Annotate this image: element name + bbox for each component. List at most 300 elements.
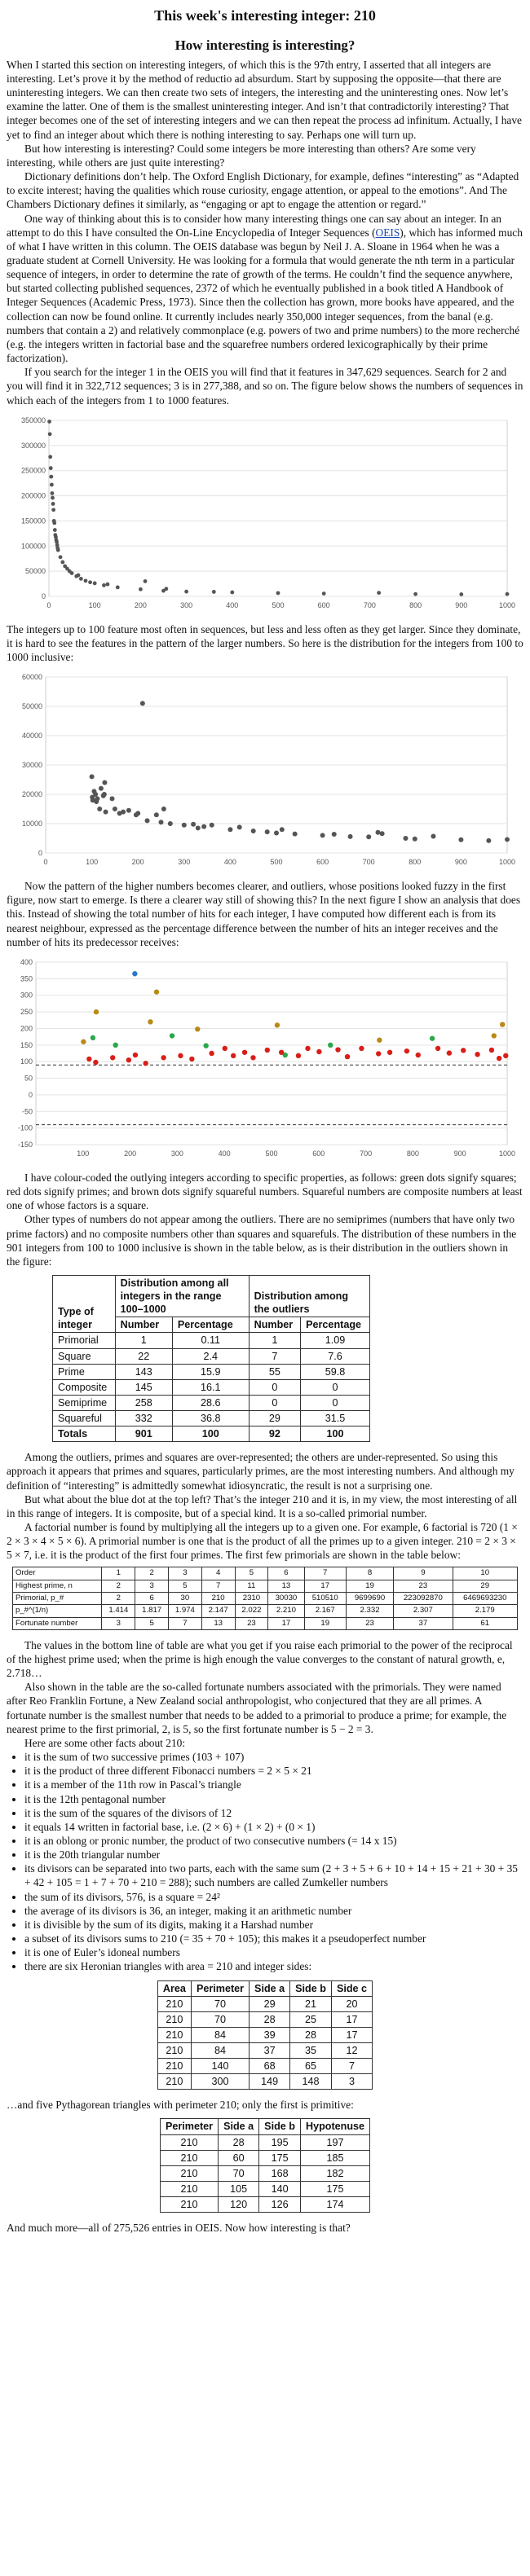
table-cell: 210 <box>157 2011 191 2027</box>
table-cell: 23 <box>346 1617 393 1629</box>
x-tick-label: 500 <box>270 858 283 867</box>
table-cell: 4 <box>201 1567 235 1580</box>
table-header: Perimeter <box>191 1980 249 1996</box>
table-cell: 29 <box>250 1996 290 2011</box>
data-point <box>139 587 143 591</box>
table-cell: 23 <box>235 1617 268 1629</box>
table-row <box>13 1580 518 1592</box>
x-tick-label: 1000 <box>498 858 515 867</box>
fact-item: • its divisors can be separated into two parts, each with the same sum (2 + 3 + 5 + 6 + 10 + 14 + 15 + 21 + 30 + 35 + 42 + 105 = 1 + 7 + 70 + 210 = 288); such numbers are called Zumkeller numbers <box>24 1862 523 1889</box>
data-point-prime <box>376 1051 381 1056</box>
data-point <box>79 577 83 581</box>
table-cell: 2.179 <box>453 1605 517 1617</box>
data-point <box>201 824 206 829</box>
table-cell: 13 <box>201 1617 235 1629</box>
table-cell: 3 <box>135 1580 169 1592</box>
table-cell: 6 <box>268 1567 304 1580</box>
data-point <box>168 821 173 826</box>
table-row <box>157 1996 372 2011</box>
data-point <box>140 701 145 706</box>
table-cell: 100 <box>301 1426 370 1442</box>
table-cell: 2.022 <box>235 1605 268 1617</box>
data-point-prime <box>489 1048 494 1053</box>
table-cell: 70 <box>191 2011 249 2027</box>
data-point-squareful <box>154 989 159 994</box>
table-header: Number <box>249 1317 301 1333</box>
y-tick-label: 250 <box>20 1008 33 1017</box>
table-cell: 5 <box>235 1567 268 1580</box>
table-cell: 17 <box>331 2011 372 2027</box>
table-cell: 3 <box>169 1567 202 1580</box>
x-tick-label: 900 <box>454 858 467 867</box>
table-cell: 2.307 <box>394 1605 453 1617</box>
x-tick-label: 700 <box>360 1149 373 1158</box>
data-point <box>110 797 115 802</box>
table-cell: 13 <box>268 1580 304 1592</box>
fact-item: • it is the 20th triangular number <box>24 1848 523 1862</box>
table-row <box>53 1348 370 1364</box>
x-tick-label: 700 <box>363 600 376 609</box>
data-point <box>506 592 510 596</box>
table-cell: 210 <box>160 2197 218 2213</box>
data-point <box>60 560 64 564</box>
data-point <box>486 838 491 843</box>
table-cell: 2 <box>102 1593 135 1605</box>
table-cell: 37 <box>250 2043 290 2059</box>
data-point <box>88 580 92 584</box>
table-cell: 0.11 <box>172 1333 249 1348</box>
table-cell: 84 <box>191 2027 249 2042</box>
data-point-prime <box>296 1053 301 1058</box>
table-row <box>160 2197 369 2213</box>
x-tick-label: 800 <box>409 858 422 867</box>
table-cell: Totals <box>53 1426 116 1442</box>
y-tick-label: 50000 <box>21 702 42 711</box>
data-point <box>95 797 99 802</box>
y-tick-label: 300000 <box>20 441 46 450</box>
data-point-prime <box>110 1055 115 1060</box>
fact-item: • it is the product of three different Fibonacci numbers = 2 × 5 × 21 <box>24 1764 523 1778</box>
data-point <box>182 823 187 828</box>
distribution-table <box>52 1275 370 1442</box>
table-row <box>160 2134 369 2150</box>
table-cell: 12 <box>331 2043 372 2059</box>
table-row <box>160 2181 369 2196</box>
table-header: Area <box>157 1980 191 1996</box>
table-cell: 100 <box>172 1426 249 1442</box>
table-row <box>53 1411 370 1426</box>
data-point <box>93 792 98 797</box>
table-row <box>13 1567 518 1580</box>
data-point <box>274 831 279 836</box>
fact-item: • it is the sum of two successive primes (103 + 107) <box>24 1750 523 1764</box>
paragraph-intro: When I started this section on interesting integers, of which this is the 97th entry, I asserted that all integers are interesting. Let’s prove it by the method of reductio ad absurdum. Start by supposing the opposite—that there are uninteresting integers. We can then create two sets of integers, the interesting and the uninteresting ones. Now let’s examine the latter. One of them is the smallest uninteresting integer. And isn’t that contradictorily interesting? That integer becomes one of the set of interesting integers and we can then repeat the process ad infinitum. Actually, I have yet to find an integer about which there is nothing interesting to say. Perhaps one will turn up. <box>7 58 522 141</box>
table-cell: p_#^(1/n) <box>13 1605 102 1617</box>
y-tick-label: 10000 <box>21 820 42 829</box>
table-row <box>160 2165 369 2181</box>
paragraph: Other types of numbers do not appear among the outliers. There are no semiprimes (numbers that have only two prime factors) and no composite numbers other than squares and squarefuls. The distribution of these numbers in the 901 integers from 100 to 1000 inclusive is shown in the table below, as is their distribution in the outliers shown in the figure: <box>7 1213 517 1268</box>
table-cell: Order <box>13 1567 102 1580</box>
table-cell: 30030 <box>268 1593 304 1605</box>
table-cell: 65 <box>290 2059 332 2074</box>
data-point <box>126 808 131 813</box>
table-cell: 11 <box>235 1580 268 1592</box>
table-row <box>157 2043 372 2059</box>
data-point <box>106 582 110 586</box>
data-point <box>104 810 108 815</box>
table-header: Side c <box>331 1980 372 1996</box>
table-cell: 5 <box>169 1580 202 1592</box>
data-point <box>51 491 55 495</box>
table-cell: Semiprime <box>53 1395 116 1410</box>
data-point <box>90 775 95 780</box>
table-cell: 2.147 <box>201 1605 235 1617</box>
fact-item: • it equals 14 written in factorial base, i.e. (2 × 6) + (1 × 2) + (0 × 1) <box>24 1820 523 1834</box>
fact-item: • the average of its divisors is 36, an integer, making it an arithmetic number <box>24 1904 523 1918</box>
data-point <box>293 832 298 837</box>
data-point <box>403 836 408 841</box>
table-cell: 68 <box>250 2059 290 2074</box>
y-tick-label: -100 <box>17 1123 33 1132</box>
data-point <box>320 833 325 838</box>
facts-list <box>7 1750 523 1974</box>
paragraph: But how interesting is interesting? Could some integers be more interesting than others? Are some very interesting, while others are just quite interesting? <box>7 142 476 169</box>
paragraph: Dictionary definitions don’t help. The Oxford English Dictionary, for example, defines “interesting” as “Adapted to excite interest; having the qualities which rouse curiosity, engage attention, or appeal to the emotions”. And The Chambers Dictionary defines it similarly, as “engaging or apt to engage the attention or regard.” <box>7 170 519 211</box>
table-cell: 35 <box>290 2043 332 2059</box>
data-point <box>332 832 337 837</box>
table-cell: 126 <box>259 2197 301 2213</box>
table-cell: 1.09 <box>301 1333 370 1348</box>
data-point-squareful <box>94 1009 99 1014</box>
x-tick-label: 500 <box>265 1149 278 1158</box>
table-cell: Square <box>53 1348 116 1364</box>
paragraph: If you search for the integer 1 in the OEIS you will find that it features in 347,629 sequences. Search for 2 and you will find it in 322,712 sequences; 3 is in 277,388, and so on. The figure below shows the numbers of sequences in which each of the integers from 1 to 1000 features. <box>7 366 523 407</box>
table-row <box>53 1395 370 1410</box>
data-point <box>49 466 53 470</box>
y-tick-label: 20000 <box>21 790 42 799</box>
data-point <box>265 829 270 834</box>
x-tick-label: 0 <box>46 600 51 609</box>
y-tick-label: 250000 <box>20 466 46 475</box>
table-cell: 31.5 <box>301 1411 370 1426</box>
data-point-prime <box>93 1060 98 1065</box>
table-row <box>157 2059 372 2074</box>
table-cell: 20 <box>331 1996 372 2011</box>
table-cell: 7.6 <box>301 1348 370 1364</box>
data-point <box>70 571 74 575</box>
data-point <box>413 592 417 596</box>
table-cell: 120 <box>219 2197 259 2213</box>
data-point <box>210 823 214 828</box>
x-tick-label: 100 <box>86 858 99 867</box>
data-point-prime <box>461 1048 466 1053</box>
table-header: Percentage <box>301 1317 370 1333</box>
fact-item: • it is divisible by the sum of its digits, making it a Harshad number <box>24 1918 523 1932</box>
paragraph: …and five Pythagorean triangles with perimeter 210; only the first is primitive: <box>7 2099 354 2112</box>
table-cell: Primorial, p_# <box>13 1593 102 1605</box>
data-point <box>121 810 126 815</box>
table-cell: 1 <box>115 1333 172 1348</box>
table-cell: 210 <box>157 2027 191 2042</box>
data-point-prime <box>447 1050 452 1055</box>
paragraph: Among the outliers, primes and squares are over-represented; the others are under-represented. So using this approach it appears that primes and squares, particularly primes, are the most interesting numbers. And although my definition of “interesting” is admittedly somewhat idiosyncratic, the result is not a surprising one. <box>7 1451 515 1492</box>
data-point-prime <box>86 1057 91 1062</box>
y-tick-label: 200 <box>20 1024 33 1033</box>
table-cell: 59.8 <box>301 1364 370 1379</box>
x-tick-label: 600 <box>312 1149 325 1158</box>
table-header: Distribution among the outliers <box>249 1276 369 1317</box>
table-row <box>53 1333 370 1348</box>
paragraph: Here are some other facts about 210: <box>24 1736 186 1749</box>
table-cell: 29 <box>249 1411 301 1426</box>
y-tick-label: -50 <box>21 1107 33 1116</box>
table-cell: 0 <box>249 1395 301 1410</box>
table-header: Side b <box>259 2119 301 2134</box>
table-cell: 195 <box>259 2134 301 2150</box>
table-cell: 1.974 <box>169 1605 202 1617</box>
oeis-link[interactable]: OEIS <box>375 226 400 239</box>
table-cell: 29 <box>453 1580 517 1592</box>
table-row <box>13 1605 518 1617</box>
y-tick-label: -150 <box>17 1140 33 1149</box>
table-cell: 28.6 <box>172 1395 249 1410</box>
y-tick-label: 0 <box>28 1090 33 1099</box>
table-cell: 105 <box>219 2181 259 2196</box>
table-cell: 0 <box>301 1379 370 1395</box>
data-point <box>144 579 148 583</box>
x-tick-label: 400 <box>218 1149 231 1158</box>
data-point-prime <box>223 1046 227 1051</box>
table-cell: 510510 <box>304 1593 346 1605</box>
data-point <box>116 585 120 589</box>
table-cell: 28 <box>290 2027 332 2042</box>
y-tick-label: 0 <box>38 849 42 858</box>
data-point <box>113 807 117 811</box>
table-row <box>13 1617 518 1629</box>
x-tick-label: 1000 <box>498 1149 515 1158</box>
hits-scatter-chart-100-1000 <box>10 669 515 873</box>
x-tick-label: 900 <box>453 1149 466 1158</box>
table-cell: 2.210 <box>268 1605 304 1617</box>
x-tick-label: 800 <box>406 1149 419 1158</box>
data-point-prime <box>265 1048 270 1053</box>
table-cell: 2.332 <box>346 1605 393 1617</box>
table-cell: 70 <box>219 2165 259 2181</box>
table-cell: 1 <box>249 1333 301 1348</box>
data-point <box>431 834 435 839</box>
table-row <box>53 1379 370 1395</box>
data-point-prime <box>316 1049 321 1054</box>
table-cell: 17 <box>331 2027 372 2042</box>
data-point-prime <box>497 1056 501 1061</box>
data-point <box>413 837 417 842</box>
fact-item: • it is the 12th pentagonal number <box>24 1792 523 1806</box>
table-cell: 223092870 <box>394 1593 453 1605</box>
data-point-prime <box>345 1054 350 1059</box>
y-tick-label: 350000 <box>20 415 46 424</box>
x-tick-label: 100 <box>88 600 101 609</box>
table-cell: 19 <box>346 1580 393 1592</box>
fact-item: • it is an oblong or pronic number, the product of two consecutive numbers (= 14 x 15) <box>24 1834 523 1848</box>
data-point <box>505 837 510 842</box>
fact-item: • there are six Heronian triangles with area = 210 and integer sides: <box>24 1959 523 1973</box>
table-cell: 140 <box>259 2181 301 2196</box>
data-point <box>251 829 256 833</box>
data-point-prime <box>189 1057 194 1062</box>
table-cell: 7 <box>249 1348 301 1364</box>
table-cell: 28 <box>250 2011 290 2027</box>
paragraph: Also shown in the table are the so-called fortunate numbers associated with the primorials. They were named after Reo Franklin Fortune, a New Zealand social anthropologist, who conjectured that they are all primes. A fortunate number is the smallest number that needs to be added to a primorial to produce a prime; for example, the nearest prime to the first primorial, 2, is 5, so the first fortunate number is 5 − 2 = 3. <box>7 1681 507 1735</box>
paragraph-text: ), which has informed much of what I have written in this column. The OEIS database was begun by Neil J. A. Sloane in 1964 when he was a graduate student at Cornell University. He was looking for a formula that would generate the nth term in a particular sequence of integers, in order to determine the rate of growth of the terms. He couldn’t find the sequence anywhere, but started collecting published sequences, 2372 of which he eventually published in a book titled A Handbook of Integer Sequences (Academic Press, 1973). Since then the collection has grown, more books have appeared, and the collection can now be found online. It currently includes nearly 350,000 integer sequences, from the banal (e.g. numbers that contain a 2) and relatively commonplace (e.g. powers of two and prime numbers) to the more recherché (e.g. the integers written in factorial base and the squarefree numbers ordered lexicographically by their prime factorization). <box>7 226 523 365</box>
plot-area <box>36 962 507 1145</box>
table-cell: 145 <box>115 1379 172 1395</box>
data-point-square <box>430 1035 435 1040</box>
data-point <box>47 420 51 424</box>
table-cell: 1 <box>102 1567 135 1580</box>
data-point <box>102 583 106 587</box>
data-point <box>51 502 55 506</box>
data-point <box>50 482 54 486</box>
data-point-squareful <box>275 1022 280 1027</box>
y-tick-label: 150000 <box>20 517 46 525</box>
data-point-square <box>113 1043 117 1048</box>
data-point <box>161 807 166 811</box>
data-point <box>102 792 107 797</box>
x-tick-label: 300 <box>178 858 191 867</box>
x-tick-label: 600 <box>316 858 329 867</box>
y-tick-label: 50 <box>24 1074 33 1083</box>
table-cell: 70 <box>191 1996 249 2011</box>
data-point <box>458 837 463 842</box>
table-cell: 8 <box>346 1567 393 1580</box>
hits-scatter-chart-1-1000 <box>10 412 515 616</box>
data-point <box>377 591 381 595</box>
table-cell: 300 <box>191 2074 249 2090</box>
table-cell: 7 <box>331 2059 372 2074</box>
paragraph: But what about the blue dot at the top left? That’s the integer 210 and it is, in my view, the most interesting of all in this range of integers. It is composite, but of a special kind. It is a so-called primorial number. <box>7 1492 518 1519</box>
data-point-prime <box>503 1053 508 1058</box>
data-point-prime <box>242 1050 247 1055</box>
data-point <box>322 591 326 596</box>
fact-item: • the sum of its divisors, 576, is a square = 24² <box>24 1890 523 1904</box>
table-header: Distribution among all integers in the range 100–1000 <box>115 1276 249 1317</box>
paragraph: I have colour-coded the outlying integers according to specific properties, as follows: green dots signify squares; red dots signify primes; and brown dots signify squareful numbers. Squareful numbers are composite numbers at least one of whose factors is a square. <box>7 1171 523 1212</box>
y-tick-label: 50000 <box>24 566 46 575</box>
data-point-prime <box>161 1055 166 1060</box>
data-point-squareful <box>148 1019 152 1024</box>
data-point <box>53 528 57 532</box>
table-cell: 22 <box>115 1348 172 1364</box>
fact-item: • it is one of Euler’s idoneal numbers <box>24 1945 523 1959</box>
y-tick-label: 200000 <box>20 491 46 500</box>
x-tick-label: 300 <box>180 600 193 609</box>
data-point <box>93 581 97 585</box>
table-cell: 28 <box>219 2134 259 2150</box>
table-cell: 5 <box>135 1617 169 1629</box>
y-tick-label: 30000 <box>21 761 42 770</box>
difference-scatter-chart <box>10 954 515 1164</box>
table-header: Number <box>115 1317 172 1333</box>
data-point <box>184 589 188 593</box>
data-point <box>154 812 159 817</box>
table-cell: 185 <box>300 2150 369 2165</box>
table-cell: 30 <box>169 1593 202 1605</box>
data-point <box>276 591 280 595</box>
y-tick-label: 0 <box>41 591 46 600</box>
y-tick-label: 100 <box>20 1057 33 1066</box>
table-cell: 210 <box>157 1996 191 2011</box>
table-cell: 2 <box>135 1567 169 1580</box>
table-row <box>13 1593 518 1605</box>
table-cell: 210 <box>157 2043 191 2059</box>
data-point-prime <box>387 1050 392 1055</box>
data-point-prime <box>126 1057 131 1062</box>
paragraph: The values in the bottom line of table are what you get if you raise each primorial to the power of the reciprocal of the highest prime used; when the prime is high enough the value converges to the constant of natural growth, e, 2.718… <box>7 1638 513 1680</box>
data-point <box>59 555 63 559</box>
table-cell: 2.167 <box>304 1605 346 1617</box>
y-tick-label: 300 <box>20 991 33 1000</box>
data-point-prime <box>416 1053 421 1057</box>
x-tick-label: 900 <box>455 600 468 609</box>
table-cell: Highest prime, n <box>13 1580 102 1592</box>
data-point <box>52 521 56 525</box>
fact-item: • it is the sum of the squares of the divisors of 12 <box>24 1806 523 1820</box>
table-cell: Squareful <box>53 1411 116 1426</box>
table-cell: 7 <box>304 1567 346 1580</box>
table-cell: 7 <box>169 1617 202 1629</box>
data-point <box>212 590 216 594</box>
table-cell: 143 <box>115 1364 172 1379</box>
table-cell: 39 <box>250 2027 290 2042</box>
table-cell: 9 <box>394 1567 453 1580</box>
data-point-prime <box>435 1046 440 1051</box>
data-point <box>159 820 164 824</box>
data-point <box>380 831 385 836</box>
table-cell: 149 <box>250 2074 290 2090</box>
x-tick-label: 600 <box>317 600 330 609</box>
paragraph: A factorial number is found by multiplying all the integers up to a given one. For example, 6 factorial is 720 (1 × 2 × 3 × 4 × 5 × 6). A primorial number is one that is the product of all the primes up to a given integer. 210 = 2 × 3 × 5 × 7, i.e. it is the product of the first four primes. The first few primorials are shown in the table below: <box>7 1521 518 1562</box>
data-point <box>459 592 463 596</box>
table-cell: 197 <box>300 2134 369 2150</box>
table-cell: 10 <box>453 1567 517 1580</box>
x-tick-label: 500 <box>272 600 285 609</box>
table-cell: 210 <box>157 2074 191 2090</box>
data-point <box>227 827 232 832</box>
section-heading: How interesting is interesting? <box>174 37 356 54</box>
data-point <box>49 474 53 478</box>
paragraph-text: One way of thinking about this is to consider how many interesting things one can say about an integer. In an attempt to do this I have consulted the On-Line Encyclopedia of Integer Sequences ( <box>7 212 501 239</box>
table-header: Hypotenuse <box>300 2119 369 2134</box>
data-point <box>84 578 88 582</box>
fact-item: • it is a member of the 11th row in Pascal’s triangle <box>24 1778 523 1791</box>
data-point-prime <box>133 1053 138 1057</box>
table-cell: 2.4 <box>172 1348 249 1364</box>
y-tick-label: 100000 <box>20 541 46 550</box>
table-cell: 55 <box>249 1364 301 1379</box>
data-point <box>97 807 102 811</box>
data-point-squareful <box>195 1026 200 1031</box>
data-point-prime <box>178 1053 183 1058</box>
table-row <box>53 1426 370 1442</box>
data-point-primorial <box>132 971 137 976</box>
data-point-squareful <box>500 1022 505 1026</box>
heronian-triangles-table <box>157 1980 373 2090</box>
x-tick-label: 200 <box>134 600 147 609</box>
table-cell: Composite <box>53 1379 116 1395</box>
table-cell: 6469693230 <box>453 1593 517 1605</box>
data-point-square <box>328 1043 333 1048</box>
x-tick-label: 800 <box>409 600 422 609</box>
